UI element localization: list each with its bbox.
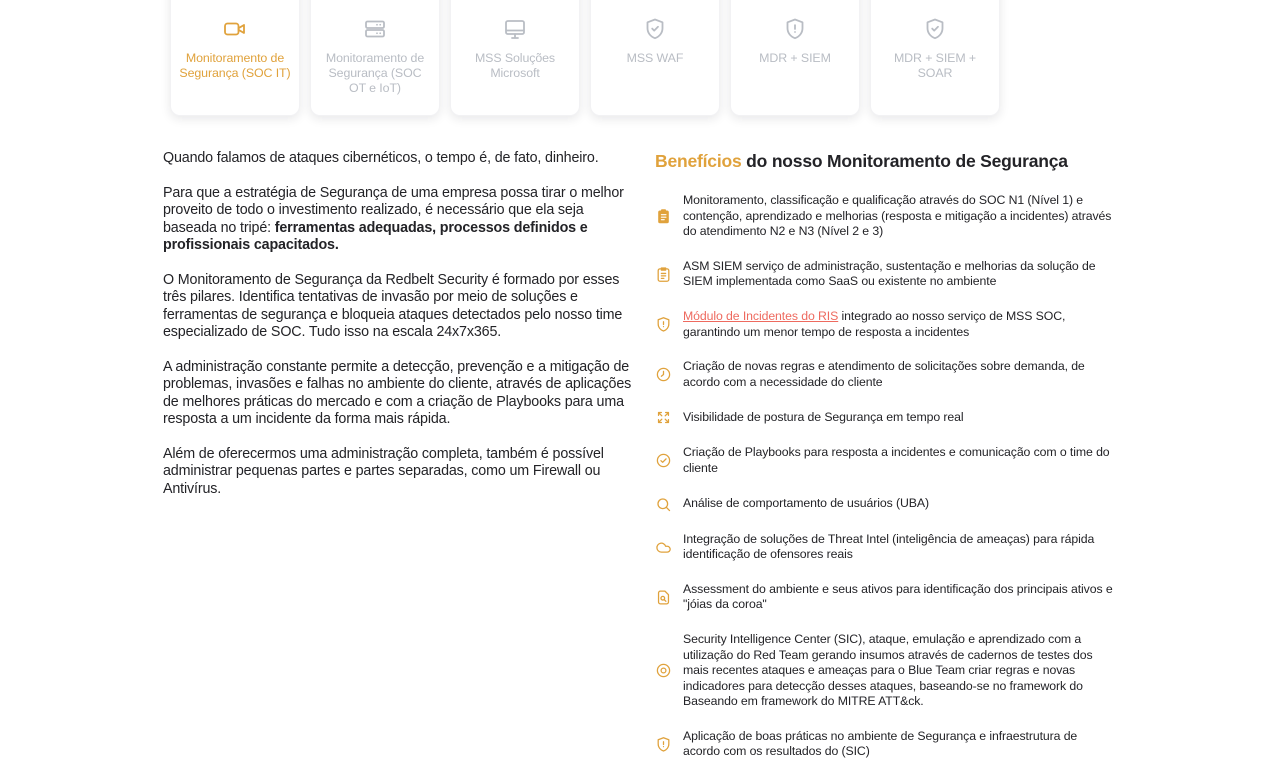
benefit-item — [655, 359, 1115, 390]
benefit-item — [655, 532, 1115, 563]
benefit-text: Aplicação de boas práticas no ambiente de Segurança e infraestrutura de acordo com os resultados do (SIC) — [683, 728, 1078, 759]
file-search-icon — [655, 589, 672, 606]
benefit-item — [655, 445, 1115, 476]
tab-label: Monitoramento de Segurança (SOC OT e IoT) — [325, 51, 425, 95]
tab-label: MSS WAF — [626, 51, 684, 65]
tab-label: MSS Soluções Microsoft — [474, 51, 556, 80]
service-tabs — [170, 0, 1000, 116]
benefits-title-rest: do nosso Monitoramento de Segurança — [746, 151, 1068, 171]
benefit-item — [655, 632, 1115, 710]
server-icon — [363, 17, 387, 41]
shield-check-icon — [643, 17, 667, 41]
clipboard-filled-icon — [655, 208, 672, 225]
benefit-text: Security Intelligence Center (SIC), ataque, emulação e aprendizado com a utilização do Red Team gerando insumos através de cadernos de testes dos mais recentes ataques e ameaças para o Blue Team criar regras e novas indicadores para detecção desses ataques, baseando-se no framework do Baseando em framework do MITRE ATT&ck. — [683, 631, 1093, 709]
benefit-text: Monitoramento, classificação e qualificação através do SOC N1 (Nível 1) e contenção, aprendizado e melhorias (resposta e mitigação a incidentes) através do atendimento N2 e N3 (Nível 2 e 3) — [683, 193, 1112, 239]
service-tab[interactable] — [730, 0, 860, 116]
service-tab[interactable] — [450, 0, 580, 116]
intro-paragraph: Quando falamos de ataques cibernéticos, o tempo é, de fato, dinheiro. — [163, 150, 599, 166]
check-circle-icon — [655, 452, 672, 469]
tab-label: Monitoramento de Segurança (SOC IT) — [179, 51, 291, 80]
benefit-item — [655, 309, 1115, 340]
benefit-item — [655, 193, 1115, 240]
benefit-text: Criação de novas regras e atendimento de solicitações sobre demanda, de acordo com a necessidade do cliente — [683, 359, 1085, 389]
benefit-item — [655, 409, 1115, 426]
clipboard-icon — [655, 266, 672, 283]
monitor-icon — [503, 17, 527, 41]
service-tab[interactable] — [310, 0, 440, 116]
tab-label: MDR + SIEM + SOAR — [893, 51, 977, 80]
benefits-section — [655, 150, 1115, 779]
shield-check-icon — [923, 17, 947, 41]
benefit-text: Assessment do ambiente e seus ativos para identificação dos principais ativos e "jóias da coroa" — [683, 581, 1113, 612]
ris-module-link[interactable]: Módulo de Incidentes do RIS — [683, 308, 839, 323]
intro-paragraph: Para que a estratégia de Segurança de uma empresa possa tirar o melhor proveito de todo o investimento realizado, é necessário que ela seja baseada no tripé: ferramentas adequadas, processos definidos e profissionais capacitados. — [163, 184, 624, 253]
tab-label: MDR + SIEM — [759, 51, 831, 65]
benefit-item — [655, 582, 1115, 613]
benefit-text: Criação de Playbooks para resposta a incidentes e comunicação com o time do cliente — [683, 445, 1110, 475]
eye-target-icon — [655, 662, 672, 679]
benefit-text: Módulo de Incidentes do RIS integrado ao nosso serviço de MSS SOC, garantindo um menor tempo de resposta a incidentes — [683, 308, 1066, 339]
benefit-item — [655, 259, 1115, 290]
shield-alert-icon — [655, 736, 672, 753]
benefit-text: ASM SIEM serviço de administração, sustentação e melhorias da solução de SIEM implementada como SaaS ou existente no ambiente — [683, 258, 1096, 289]
cloud-icon — [655, 539, 672, 556]
shield-alert-icon — [655, 316, 672, 333]
benefits-list — [655, 193, 1115, 760]
service-tab[interactable] — [170, 0, 300, 116]
video-camera-icon — [223, 17, 247, 41]
benefit-item — [655, 729, 1115, 760]
benefit-text: Análise de comportamento de usuários (UBA) — [683, 496, 929, 511]
benefit-item — [655, 496, 1115, 513]
intro-section — [163, 150, 633, 515]
service-tab[interactable] — [590, 0, 720, 116]
intro-paragraph: Além de oferecermos uma administração completa, também é possível administrar pequenas partes e partes separadas, como um Firewall ou Antivírus. — [163, 445, 604, 497]
benefits-title-highlight: Benefícios — [655, 151, 742, 171]
intro-paragraph-bold: ferramentas adequadas, processos definidos e profissionais capacitados. — [163, 219, 588, 253]
search-icon — [655, 496, 672, 513]
shield-alert-icon — [783, 17, 807, 41]
intro-paragraph: A administração constante permite a detecção, prevenção e a mitigação de problemas, invasões e falhas no ambiente do cliente, através de aplicações de melhores práticas do mercado e com a criação de Playbooks para uma resposta a um incidente da forma mais rápida. — [163, 358, 632, 427]
clock-icon — [655, 366, 672, 383]
expand-icon — [655, 409, 672, 426]
benefit-text: Integração de soluções de Threat Intel (inteligência de ameaças) para rápida identificação de ofensores reais — [683, 531, 1095, 562]
intro-paragraph: O Monitoramento de Segurança da Redbelt Security é formado por esses três pilares. Identifica tentativas de invasão por meio de soluções e ferramentas de segurança e bloqueia ataques detectados pelo nosso time especializado de SOC. Tudo isso na escala 24x7x365. — [163, 271, 623, 340]
service-tab[interactable] — [870, 0, 1000, 116]
benefits-title — [655, 150, 1115, 172]
benefit-text: Visibilidade de postura de Segurança em tempo real — [683, 410, 964, 425]
